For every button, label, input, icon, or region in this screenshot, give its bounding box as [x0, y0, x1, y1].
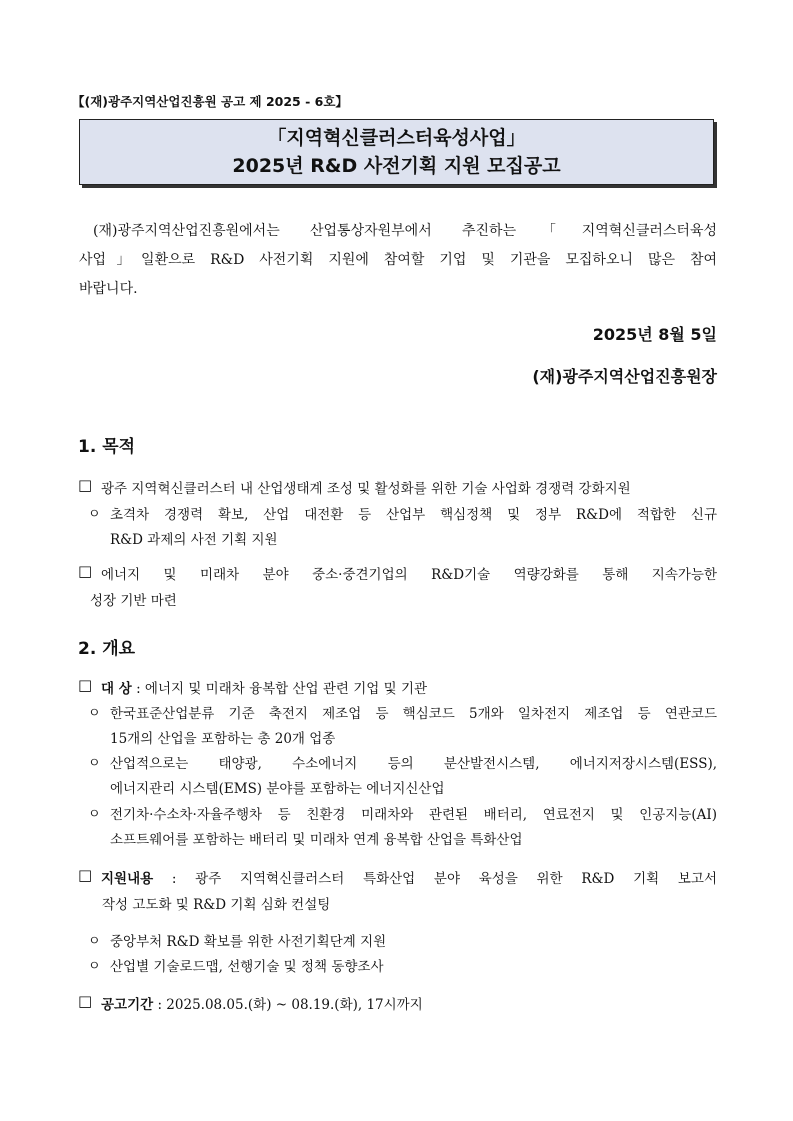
target-sub-2-line-2: 에너지관리 시스템(EMS) 분야를 포함하는 에너지신산업: [110, 781, 445, 797]
intro-line-2: 사업」일환으로 R&D 사전기획 지원에 참여할 기업 및 기관을 모집하오니 많은 참여: [79, 252, 717, 268]
title-box: [79, 119, 714, 185]
purpose-item-2-line-1: 에너지 및 미래차 분야 중소·중견기업의 R&D기술 역량강화를 통해 지속가능한: [101, 567, 717, 583]
support-row: [101, 867, 717, 887]
section-2-heading: 2. 개요: [78, 639, 136, 659]
checkbox-marker: □: [78, 476, 93, 494]
circle-marker: ㅇ: [88, 934, 101, 949]
target-label: 대 상: [101, 681, 132, 697]
purpose-item-2-line-2: 성장 기반 마련: [90, 593, 177, 609]
support-text-line-2: 작성 고도화 및 R&D 기획 심화 컨설팅: [102, 897, 331, 913]
target-sub-3-line-1: 전기차·수소차·자율주행차 등 친환경 미래차와 관련된 배터리, 연료전지 및 인공지능(AI): [110, 807, 717, 823]
target-sub-2: [110, 752, 717, 772]
target-row: [101, 677, 427, 697]
circle-marker: ㅇ: [88, 807, 101, 822]
checkbox-marker: □: [78, 992, 93, 1010]
circle-marker: ㅇ: [88, 959, 101, 974]
support-sub-1: 중앙부처 R&D 확보를 위한 사전기획단계 지원: [110, 934, 387, 950]
circle-marker: ㅇ: [88, 756, 101, 771]
intro-line-1: (재)광주지역산업진흥원에서는 산업통상자원부에서 추진하는「지역혁신클러스터육성: [93, 223, 717, 239]
period-label: 공고기간: [101, 997, 154, 1013]
notice-date: 2025년 8월 5일: [592, 325, 717, 344]
circle-marker: ㅇ: [88, 507, 101, 522]
section-1-heading: 1. 목적: [78, 437, 136, 457]
support-line-1: [101, 867, 717, 887]
target-sub-1: [110, 702, 717, 722]
target-sub-3: [110, 803, 717, 823]
period-row: [101, 993, 423, 1013]
purpose-sub-1-line-1: 초격차 경쟁력 확보, 산업 대전환 등 산업부 핵심정책 및 정부 R&D에 적합한 신규: [110, 507, 717, 523]
circle-marker: ㅇ: [88, 706, 101, 721]
period-text: : 2025.08.05.(화) ~ 08.19.(화), 17시까지: [157, 997, 423, 1013]
purpose-item-1: 광주 지역혁신클러스터 내 산업생태계 조성 및 활성화를 위한 기술 사업화 경쟁력 강화지원: [101, 481, 631, 497]
target-text: : 에너지 및 미래차 융복합 산업 관련 기업 및 기관: [136, 681, 428, 697]
intro-paragraph: [79, 217, 717, 304]
target-sub-1-line-1: 한국표준산업분류 기준 축전지 제조업 등 핵심코드 5개와 일차전지 제조업 등 연관코드: [110, 706, 717, 722]
target-sub-3-line-2: 소프트웨어를 포함하는 배터리 및 미래차 연계 융복합 산업을 특화산업: [110, 832, 523, 848]
support-text-line-1: : 광주 지역혁신클러스터 특화산업 분야 육성을 위한 R&D 기획 보고서: [171, 871, 717, 887]
title-line-2: 2025년 R&D 사전기획 지원 모집공고: [232, 155, 561, 177]
purpose-sub-1-line-2: R&D 과제의 사전 기획 지원: [110, 532, 278, 548]
purpose-sub-1: [110, 503, 717, 523]
target-sub-1-line-2: 15개의 산업을 포함하는 총 20개 업종: [110, 731, 336, 747]
support-sub-2: 산업별 기술로드맵, 선행기술 및 정책 동향조사: [110, 959, 384, 975]
support-label: 지원내용: [101, 871, 154, 887]
checkbox-marker: □: [78, 676, 93, 694]
title-line-1: 「지역혁신클러스터육성사업」: [267, 127, 526, 149]
target-sub-2-line-1: 산업적으로는 태양광, 수소에너지 등의 분산발전시스템, 에너지저장시스템(ESS),: [110, 756, 717, 772]
issuing-org: (재)광주지역산업진흥원장: [532, 367, 717, 386]
checkbox-marker: □: [78, 562, 93, 580]
intro-line-3: 바랍니다.: [79, 281, 138, 297]
purpose-item-2: [101, 563, 717, 583]
notice-number: 【(재)광주지역산업진흥원 공고 제 2025 - 6호】: [72, 94, 348, 109]
checkbox-marker: □: [78, 866, 93, 884]
